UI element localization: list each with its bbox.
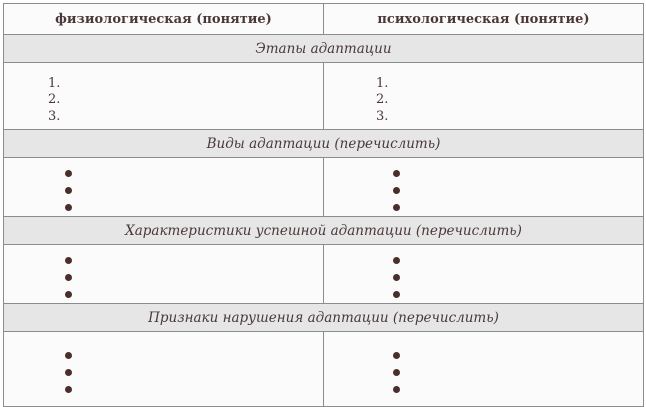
list-item	[65, 381, 323, 398]
cell-physiological-types	[4, 158, 324, 217]
bullet-icon	[393, 386, 400, 393]
list-item	[65, 364, 323, 381]
bullet-icon	[65, 274, 72, 281]
section-title-success: Характеристики успешной адаптации (перечислить)	[4, 217, 644, 245]
section-row-disorders	[4, 304, 644, 332]
list-item	[65, 182, 323, 199]
section-title-disorders: Признаки нарушения адаптации (перечислить)	[4, 304, 644, 332]
section-row-success	[4, 217, 644, 245]
bullet-icon	[393, 187, 400, 194]
section-title-stages: Этапы адаптации	[4, 35, 644, 63]
list-item	[65, 199, 323, 216]
content-row-stages	[4, 63, 644, 130]
bullet-list	[393, 252, 643, 303]
cell-physiological-success	[4, 245, 324, 304]
list-item	[393, 269, 643, 286]
bullet-icon	[393, 257, 400, 264]
cell-psychological-success	[324, 245, 644, 304]
list-item	[393, 347, 643, 364]
list-item	[65, 347, 323, 364]
bullet-icon	[393, 204, 400, 211]
list-item	[393, 165, 643, 182]
content-row-disorders	[4, 332, 644, 407]
list-item	[393, 182, 643, 199]
bullet-list	[393, 347, 643, 398]
list-number: 3.	[376, 108, 389, 124]
content-row-types	[4, 158, 644, 217]
list-item	[48, 76, 323, 93]
list-number: 3.	[48, 108, 61, 124]
list-item	[393, 199, 643, 216]
list-item	[65, 165, 323, 182]
bullet-icon	[65, 352, 72, 359]
adaptation-table	[3, 3, 644, 407]
bullet-icon	[393, 352, 400, 359]
bullet-list	[65, 347, 323, 398]
list-item	[376, 76, 643, 93]
list-number: 2.	[48, 92, 61, 108]
bullet-icon	[65, 187, 72, 194]
list-item	[376, 109, 643, 126]
cell-physiological-disorders	[4, 332, 324, 407]
list-number: 2.	[376, 92, 389, 108]
column-header-psychological: психологическая (понятие)	[324, 4, 644, 35]
bullet-icon	[65, 204, 72, 211]
list-item	[48, 92, 323, 109]
column-header-physiological: физиологическая (понятие)	[4, 4, 324, 35]
list-item	[393, 286, 643, 303]
list-number: 1.	[48, 75, 61, 91]
list-item	[393, 364, 643, 381]
bullet-icon	[65, 257, 72, 264]
cell-psychological-disorders	[324, 332, 644, 407]
numbered-list	[376, 76, 643, 126]
list-item	[48, 109, 323, 126]
bullet-icon	[393, 291, 400, 298]
bullet-list	[65, 165, 323, 216]
list-item	[65, 269, 323, 286]
list-item	[65, 286, 323, 303]
section-title-types: Виды адаптации (перечислить)	[4, 130, 644, 158]
bullet-list	[393, 165, 643, 216]
bullet-list	[65, 252, 323, 303]
list-item	[65, 252, 323, 269]
list-item	[393, 252, 643, 269]
list-item	[393, 381, 643, 398]
cell-psychological-types	[324, 158, 644, 217]
header-row	[4, 4, 644, 35]
cell-physiological-stages	[4, 63, 324, 130]
bullet-icon	[393, 369, 400, 376]
list-number: 1.	[376, 75, 389, 91]
bullet-icon	[65, 291, 72, 298]
section-row-types	[4, 130, 644, 158]
bullet-icon	[65, 386, 72, 393]
bullet-icon	[393, 274, 400, 281]
section-row-stages	[4, 35, 644, 63]
list-item	[376, 92, 643, 109]
bullet-icon	[65, 170, 72, 177]
bullet-icon	[393, 170, 400, 177]
content-row-success	[4, 245, 644, 304]
numbered-list	[48, 76, 323, 126]
cell-psychological-stages	[324, 63, 644, 130]
bullet-icon	[65, 369, 72, 376]
